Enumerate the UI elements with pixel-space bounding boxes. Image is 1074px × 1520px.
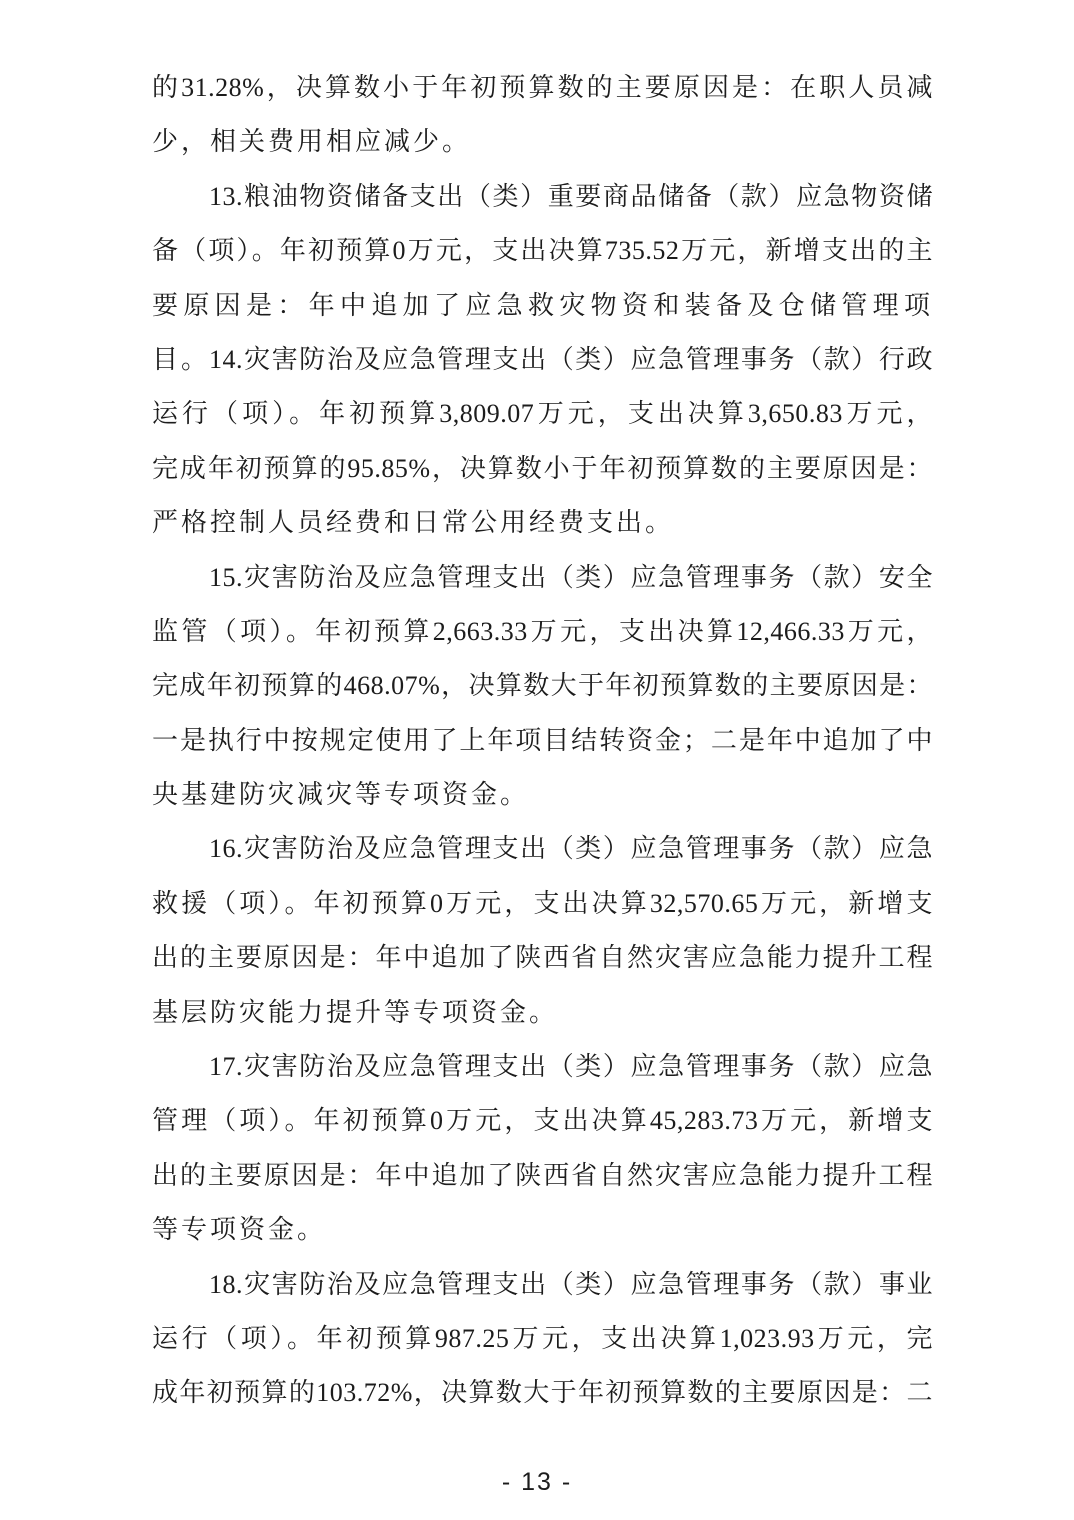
text-line: 成年初预算的103.72%，决算数大于年初预算数的主要原因是：二	[152, 1378, 933, 1408]
text-line: 16.灾害防治及应急管理支出（类）应急管理事务（款）应急	[209, 834, 933, 864]
text-line: 出的主要原因是：年中追加了陕西省自然灾害应急能力提升工程	[152, 1160, 933, 1190]
document-body	[152, 61, 933, 1421]
text-line: 央基建防灾减灾等专项资金。	[152, 780, 530, 810]
text-line: 等专项资金。	[152, 1215, 327, 1245]
text-line: 一是执行中按规定使用了上年项目结转资金；二是年中追加了中	[152, 725, 933, 755]
text-line: 13.粮油物资储备支出（类）重要商品储备（款）应急物资储	[209, 181, 933, 211]
text-line: 18.灾害防治及应急管理支出（类）应急管理事务（款）事业	[209, 1269, 933, 1299]
text-line: 出的主要原因是：年中追加了陕西省自然灾害应急能力提升工程	[152, 943, 933, 973]
text-line: 要原因是：年中追加了应急救灾物资和装备及仓储管理项目。	[152, 290, 933, 374]
text-line: 严格控制人员经费和日常公用经费支出。	[152, 508, 675, 538]
text-line: 监管（项）。年初预算2,663.33万元，支出决算12,466.33万元，	[152, 616, 933, 646]
text-line: 17.灾害防治及应急管理支出（类）应急管理事务（款）应急	[209, 1052, 933, 1082]
text-line: 15.灾害防治及应急管理支出（类）应急管理事务（款）安全	[209, 562, 933, 592]
text-line: 完成年初预算的95.85%，决算数小于年初预算数的主要原因是：	[152, 453, 933, 483]
text-line: 救援（项）。年初预算0万元，支出决算32,570.65万元，新增支	[152, 888, 933, 918]
text-line: 运行（项）。年初预算3,809.07万元，支出决算3,650.83万元，	[152, 399, 933, 429]
page-number: - 13 -	[501, 1468, 573, 1496]
text-line: 的31.28%，决算数小于年初预算数的主要原因是：在职人员减	[152, 73, 933, 102]
text-line: 14.灾害防治及应急管理支出（类）应急管理事务（款）行政	[209, 344, 933, 374]
text-line: 基层防灾能力提升等专项资金。	[152, 997, 559, 1027]
text-line: 完成年初预算的468.07%，决算数大于年初预算数的主要原因是：	[152, 671, 933, 701]
text-line: 管理（项）。年初预算0万元，支出决算45,283.73万元，新增支	[152, 1106, 933, 1136]
text-line: 备（项）。年初预算0万元，支出决算735.52万元，新增支出的主	[152, 236, 933, 266]
text-line: 运行（项）。年初预算987.25万元，支出决算1,023.93万元，完	[152, 1323, 933, 1353]
text-line: 少，相关费用相应减少。	[152, 127, 472, 157]
